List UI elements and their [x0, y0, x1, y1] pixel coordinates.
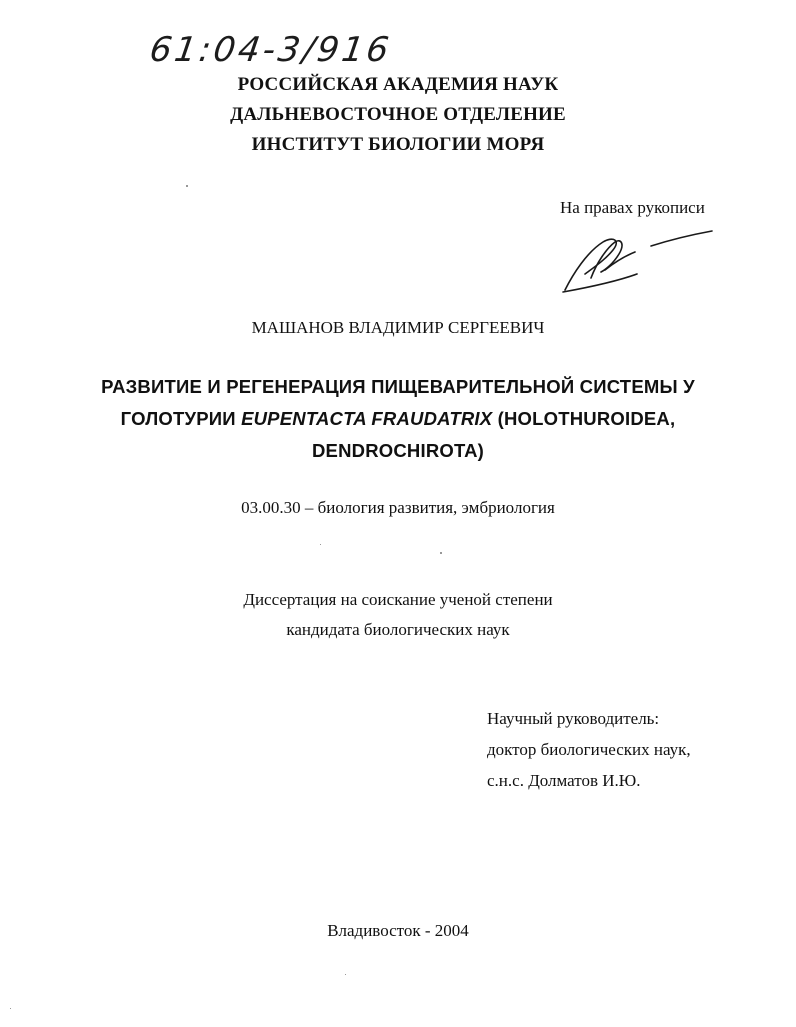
dissertation-line-2: кандидата биологических наук — [286, 620, 510, 639]
species-name: EUPENTACTA FRAUDATRIX — [241, 408, 493, 429]
title-line-3: DENDROCHIROTA) — [311, 440, 485, 461]
title-line-1: РАЗВИТИЕ И РЕГЕНЕРАЦИЯ ПИЩЕВАРИТЕЛЬНОЙ СИСТЕМЫ У — [101, 376, 695, 397]
supervisor-name: с.н.с. Долматов И.Ю. — [487, 771, 641, 790]
supervisor-label: Научный руководитель: — [487, 709, 660, 728]
archive-mark: 61:04-3/916 — [147, 30, 395, 70]
title-line-2 — [0, 404, 796, 434]
institution-line-1: РОССИЙСКАЯ АКАДЕМИЯ НАУК — [237, 74, 559, 95]
author-name: МАШАНОВ ВЛАДИМИР СЕРГЕЕВИЧ — [251, 318, 545, 337]
supervisor-degree: доктор биологических наук, — [487, 740, 691, 759]
scan-speck — [320, 544, 321, 545]
signature — [555, 222, 720, 297]
institution-line-3: ИНСТИТУТ БИОЛОГИИ МОРЯ — [251, 134, 545, 155]
institution-line-2: ДАЛЬНЕВОСТОЧНОЕ ОТДЕЛЕНИЕ — [230, 104, 566, 125]
specialty-code: 03.00.30 – биология развития, эмбриология — [241, 498, 555, 517]
manuscript-note: На правах рукописи — [560, 198, 705, 217]
scan-speck — [345, 974, 346, 975]
dissertation-line-1: Диссертация на соискание ученой степени — [243, 590, 553, 609]
title-line-2-suffix: (HOLOTHUROIDEA, — [492, 408, 676, 429]
scan-speck — [10, 1008, 11, 1009]
scan-speck — [440, 552, 442, 554]
scan-speck — [186, 185, 188, 187]
place-year: Владивосток - 2004 — [327, 921, 469, 940]
title-line-2-prefix: ГОЛОТУРИИ — [120, 408, 242, 429]
